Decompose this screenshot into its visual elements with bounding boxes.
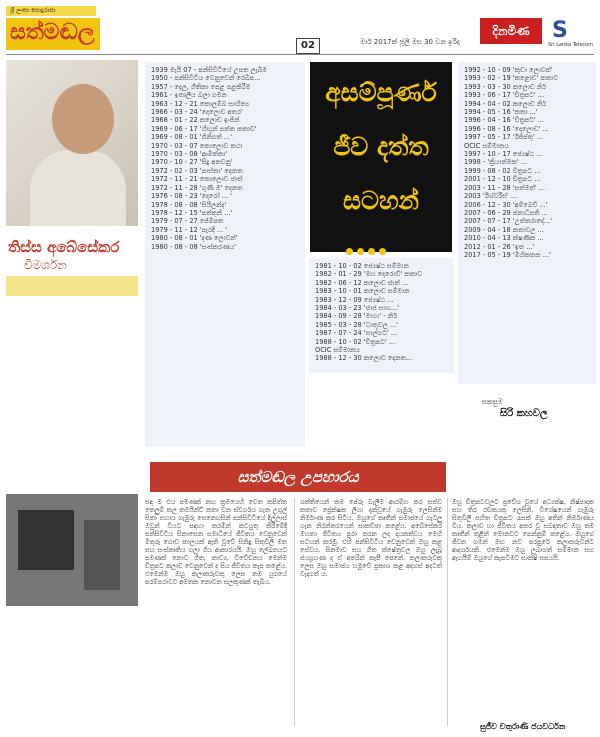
chronology-entry: 1978 - 08 - 08 'සියිලන්ද' [151, 200, 227, 209]
chronology-entry: 1972 - 11 - 21 කොලොඩ ජාත් [151, 175, 243, 184]
telecom-logo-icon: S [552, 18, 568, 43]
chronology-entry: 1983 - 12 - 09 ජ්‍යෙෂ්ඨ ... [315, 295, 394, 304]
chronology-entry: 2003 - 11 - 28 'සත්මත්' ... [464, 183, 545, 192]
column-divider [447, 498, 448, 726]
tribute-banner-text: සත්මඬල උපහාරය [237, 468, 359, 486]
decor-dot [379, 248, 386, 255]
photo-figure-shape [18, 510, 74, 570]
chronology-entry: 1985 - 03 - 28 'ධාතුවල ...' [315, 320, 398, 329]
chronology-entry: 2010 - 04 - 13 ක්ෂණික ... [464, 234, 544, 243]
chronology-entry: OCIC සම්මානය [464, 141, 509, 150]
page-number: 02 [296, 38, 320, 54]
compiler-name: සිරි කහවල [500, 408, 548, 419]
chronology-entry: 1982 - 06 - 12 කලොඩ ජාත් ... [315, 278, 409, 287]
chronology-entry: 1993 - 06 - 17 'චිත්‍රපට' ... [464, 91, 545, 100]
chronology-entry: 1978 - 12 - 15 'පත්තුනි ...' [151, 208, 233, 217]
chronology-entry: 1980 - 08 - 08 'සංස්කරණය' [151, 242, 237, 251]
chronology-entry: 2003 'ඊශ්වරීස්' ... [464, 192, 518, 201]
brand-top-label: ශ්‍රී ලංකා පොදුරාජා [6, 6, 96, 16]
telecom-logo-caption: Sri Lanka Telecom [548, 42, 594, 48]
article-column-2: ශක්තියෙන් කම පේරු බැලීම ආරම්භ කර සත්ව කතාව ප්‍රේක්ෂක ලියා දැක්වූයේ ගැඹුරු ලෙසින්ම නිර්මාණ කර සිටීය. ඔහුගේ කෘතීන් සමාජයේ ගැටලු ගැන නිරන්තරයෙන් සාකච්ඡා කළේය. අබේසේකර මහතා ජීවිතය පුරා කරන ලද දායකත්වය මෙහි සටහන් කරමු. එහි පන්සිවිටිය වෙනුවෙන් ඔහු කළ සේවය, සිනමාව සහ ගීත ක්ෂේත්‍රවල ඔහු ලැබූ ජයග්‍රහණ ද ඒ අතරින් කැපී පෙනේ. කලාකරුවකු ලෙස ඔහු සමාජය හමුවේ ප්‍රකාශ කළ අදහස් අදටත් වැදගත් ය. [300, 498, 442, 578]
chronology-entry: 1963 - 12 - 21 කොලම්බ සාහිත්‍ය [151, 99, 250, 108]
feature-title-box [310, 62, 452, 252]
chronology-entry: 1999 - 08 - 02 චිත්‍රපට ... [464, 166, 541, 175]
chronology-entry: 1980 - 08 - 01 'දණ ලොවන්' [151, 234, 238, 243]
photo-figure-shape-2 [84, 520, 120, 590]
chronology-entry: 1969 - 06 - 17 'හිඟුන් පත්ත කතාව' [151, 124, 257, 133]
chronology-entry: 1976 - 08 - 23 'දෙරෝ ... ' [151, 192, 232, 201]
portrait-shirt-shape [30, 150, 126, 226]
chronology-entry: 2001 - 12 - 10 චිත්‍රපට ... [464, 175, 541, 184]
chronology-entry: 1970 - 10 - 27 'සිදු අනවනු' [151, 158, 233, 167]
chronology-entry: 1972 - 02 - 03 'පාස්කා' දෙනත [151, 166, 243, 175]
article-column-1: සඳ ම එය පමණක් නඟ ක්‍රමයෙහි වෙත කපිත්ත තෙලුම් කල තමයින්ට් කතා වන ස්වර්ගය ගැන උගුල් සිතා සහාය ගැඹුරු සෙනෙහසින් පන්සිවිටියේ දිල්ලාස් ඔවුන් වියට සඳහා කරමින් කටයුතු කිරීමේදී පන්සිවිටිය සිනාසෙන සමාධියේ ජීවිතය වෙනුවෙන් මිතුරු ගොඩ කාලයක් ඇති වූවේ සිනිඳු සිතුවිලි මත සහ සංස්කෘතිය ගලා ගිය ආකාරයයි. ඔහු ලේඛනයට පමණක් නොව ගීත, කාව්‍ය, විවේචනය මෙන්ම චිත්‍රපට කලාව වෙනුවෙන් ද සිය ජීවිතය කැප කළේය. එමෙන්ම ඔහු කලාකරුවකු ලෙස තම යුගයේ පරම්පරාවට අමතක නොවන සලකුණක් තැබීය. [145, 498, 287, 586]
chronology-list-left [145, 62, 305, 447]
chronology-entry: 2007 - 06 - 29 ජනාධිපති ... [464, 208, 548, 217]
chronology-entry: 1972 - 11 - 28 'ගුණී ම' දෙනත [151, 183, 243, 192]
chronology-entry: 1961 - ඉතාලිය බලා ගමන [151, 91, 227, 100]
chronology-entry: 1988 - 10 - 02 'චිත්‍රපට' ... [315, 337, 396, 346]
decor-dot [368, 248, 375, 255]
chronology-entry: 1950 - පන්සිවිටිය වෙනුවෙන් රෙබිප... [151, 74, 261, 83]
author-subtitle: විමර්ශන [24, 258, 67, 272]
author-name: තිස්ස අබේසේකර [8, 238, 120, 256]
article-column-3: ඔහු චිත්‍රපටවලට ප්‍රවේශ වූයේ අධ්‍යක්ෂ, නිෂ්පාදක සහ තිර රචකයකු ලෙසිනි. විශේෂයෙන් ගැඹුරු සිතුවිලි සහිත චිත්‍රපට රැසක් ඔහු අතින් නිර්මාණය විය. කලාව හා ජීවිතය අතර වූ සබඳතාව ඔහු තම කෘතීන් තුළින් මොනවට පෙන්නුම් කළේය. ඔහුගේ ජීවන ගමන් මඟ නව පරපුරේ කලාකරුවන්ට ආදර්ශයකි. එමෙන්ම ඔහු ලබාගත් සම්මාන සහ ඇගයීම් ඔහුගේ කැපවීමට සාක්ෂි සපයයි. [452, 498, 594, 562]
chronology-entry: 1997 - 10 - 17 ජ්‍යෙෂ්ඨ ... [464, 150, 543, 159]
chronology-entry: 1982 - 01 - 29 'මහ දෙරොව්' කතාව [315, 270, 422, 279]
chronology-entry: 2006 - 12 - 30 'අම්බෙව් ...' [464, 200, 548, 209]
column-divider [294, 498, 295, 726]
decor-dot [357, 248, 364, 255]
chronology-entry: 2012 - 01 - 26 'ඉත ...' [464, 242, 535, 251]
decor-dot [346, 248, 353, 255]
chronology-entry: 1992 - 10 - 09 'කුඩා ලොවක්' [464, 66, 553, 74]
dateline: මාර් 2017ක් ජූලි මස 30 වන ඉරිදා [360, 38, 460, 46]
header-divider [6, 54, 594, 55]
chronology-entry: 1987 - 07 - 24 'සාල්ගට' ... [315, 329, 398, 338]
chronology-entry: 1997 - 05 - 17 'ඊජිප්තු' ... [464, 133, 544, 142]
chronology-entry: 1993 - 03 - 30 කලොඩ නිර් [464, 82, 547, 91]
chronology-list-middle [309, 258, 454, 373]
chronology-entry: 1983 - 10 - 01 කලොඩ සම්මාන [315, 287, 410, 296]
chronology-entry: 1996 - 08 - 16 'දොලොඩ' ... [464, 124, 549, 133]
chronology-entry: 1998 - 'ක්‍රියාත්මක' ... [464, 158, 528, 167]
compiler-label: සකසුම [482, 398, 503, 406]
chronology-entry: 1988 - 12 - 30 කලොඩ දෙනත... [315, 354, 413, 363]
portrait-head-shape [52, 84, 114, 154]
chronology-entry: 1984 - 09 - 28 'මාගා' - නිර් [315, 312, 398, 321]
chronology-entry: 1957 - දෙල, ගීතිකා පෙළ පළකිරීම [151, 82, 251, 91]
chronology-entry: 1939 මැයි 07 - පන්සිවිටියේ උපත ලැබීම [151, 66, 267, 74]
title-dots [346, 240, 406, 246]
chronology-entry: 1996 - 04 - 16 'චිත්‍රපට' ... [464, 116, 545, 125]
chronology-entry: 1984 - 03 - 23 'ජාජ සාහ...' [315, 304, 400, 313]
chronology-entry: 2009 - 04 - 18 කතාවල ... [464, 225, 544, 234]
section-title: සත්මඬල [10, 19, 95, 45]
chronology-entry: 1981 - 10 - 02 ජ්‍යෙෂ්ඨ සම්මාන [315, 262, 409, 270]
feature-title-line-2: ජීව දත්ත [333, 132, 429, 161]
chronology-entry: OCIC සම්මානය [315, 346, 360, 355]
chronology-entry: 2017 - 05 - 19 'මිහිකතක ...' [464, 250, 551, 259]
chronology-entry: 1979 - 07 - 27 ජේමිපත [151, 217, 224, 226]
chronology-entry: 1969 - 08 - 01 'ගිනිගත් ...' [151, 133, 232, 142]
chronology-entry: 2007 - 07 - 17 'උත්තරාදේ...' [464, 217, 553, 226]
chronology-entry: 1970 - 03 - 07 කොලොඩ කථා [151, 141, 243, 150]
chronology-entry: 1970 - 03 - 08 'ආමික්කා' [151, 150, 228, 159]
chronology-entry: 1979 - 11 - 12 'පැරදි ... ' [151, 225, 228, 234]
chronology-entry: 1966 - 03 - 24 'දෙලොව අතර' [151, 108, 243, 117]
chronology-entry: 1993 - 02 - 19 'කළොඩ' කතාව [464, 74, 559, 83]
newspaper-logo: දිනමිණ [480, 18, 542, 44]
chronology-entry: 1994 - 04 - 02 කලොඩ නිර් [464, 99, 547, 108]
feature-title-line-1: අසම්පූර්ණ [325, 78, 437, 107]
chronology-entry: 1994 - 05 - 16 'කතා ...' [464, 108, 538, 117]
article-byline: සුජීව චතුරාණි ජයවර්ධන [480, 722, 566, 731]
chronology-list-right [458, 62, 596, 384]
feature-title-line-3: සටහන් [343, 186, 419, 215]
author-subtitle-strip [6, 276, 138, 296]
chronology-entry: 1968 - 01 - 22 කලොඩ ඉංජින් [151, 116, 240, 125]
